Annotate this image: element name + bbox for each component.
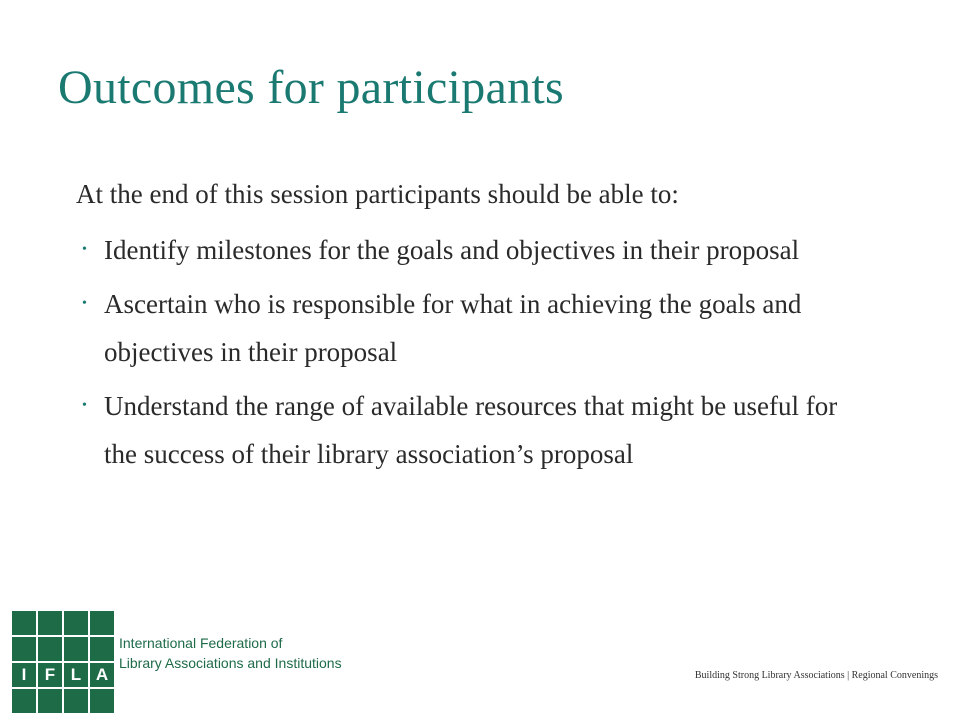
logo-cell (64, 637, 88, 661)
footer-text: Building Strong Library Associations | Regional Convenings (694, 670, 938, 681)
bullet-icon: • (82, 398, 87, 413)
logo-cell (12, 611, 36, 635)
logo-text-line-2: Library Associations and Institutions (119, 655, 342, 671)
logo-cell (64, 689, 88, 713)
ifla-logo-text (119, 633, 342, 673)
logo-cell (38, 689, 62, 713)
list-item-text: Identify milestones for the goals and objectives in their proposal (104, 235, 800, 265)
logo-cell (38, 611, 62, 635)
logo-cell (90, 689, 114, 713)
logo-cell (90, 611, 114, 635)
logo-text-line-1: International Federation of (119, 635, 283, 651)
slide-title: Outcomes for participants (58, 61, 565, 114)
logo-cell (12, 689, 36, 713)
logo-letter-f: F (38, 663, 62, 687)
intro-text: At the end of this session participants should be able to: (76, 179, 679, 209)
ifla-logo (12, 611, 342, 711)
ifla-logo-grid (12, 611, 114, 711)
logo-cell (38, 637, 62, 661)
logo-cell (64, 611, 88, 635)
logo-letter-i: I (12, 663, 36, 687)
list-item-text: Understand the range of available resources that might be useful for the success of their library association’s proposal (104, 391, 838, 469)
logo-cell (12, 637, 36, 661)
list-item-text: Ascertain who is responsible for what in achieving the goals and objectives in their proposal (104, 289, 802, 367)
list-item (76, 226, 876, 274)
outcomes-list (76, 226, 876, 484)
bullet-icon: • (82, 296, 87, 311)
logo-cell (90, 637, 114, 661)
list-item (76, 280, 876, 376)
list-item (76, 382, 876, 478)
bullet-icon: • (82, 242, 87, 257)
logo-letter-l: L (64, 663, 88, 687)
logo-letter-a: A (90, 663, 114, 687)
